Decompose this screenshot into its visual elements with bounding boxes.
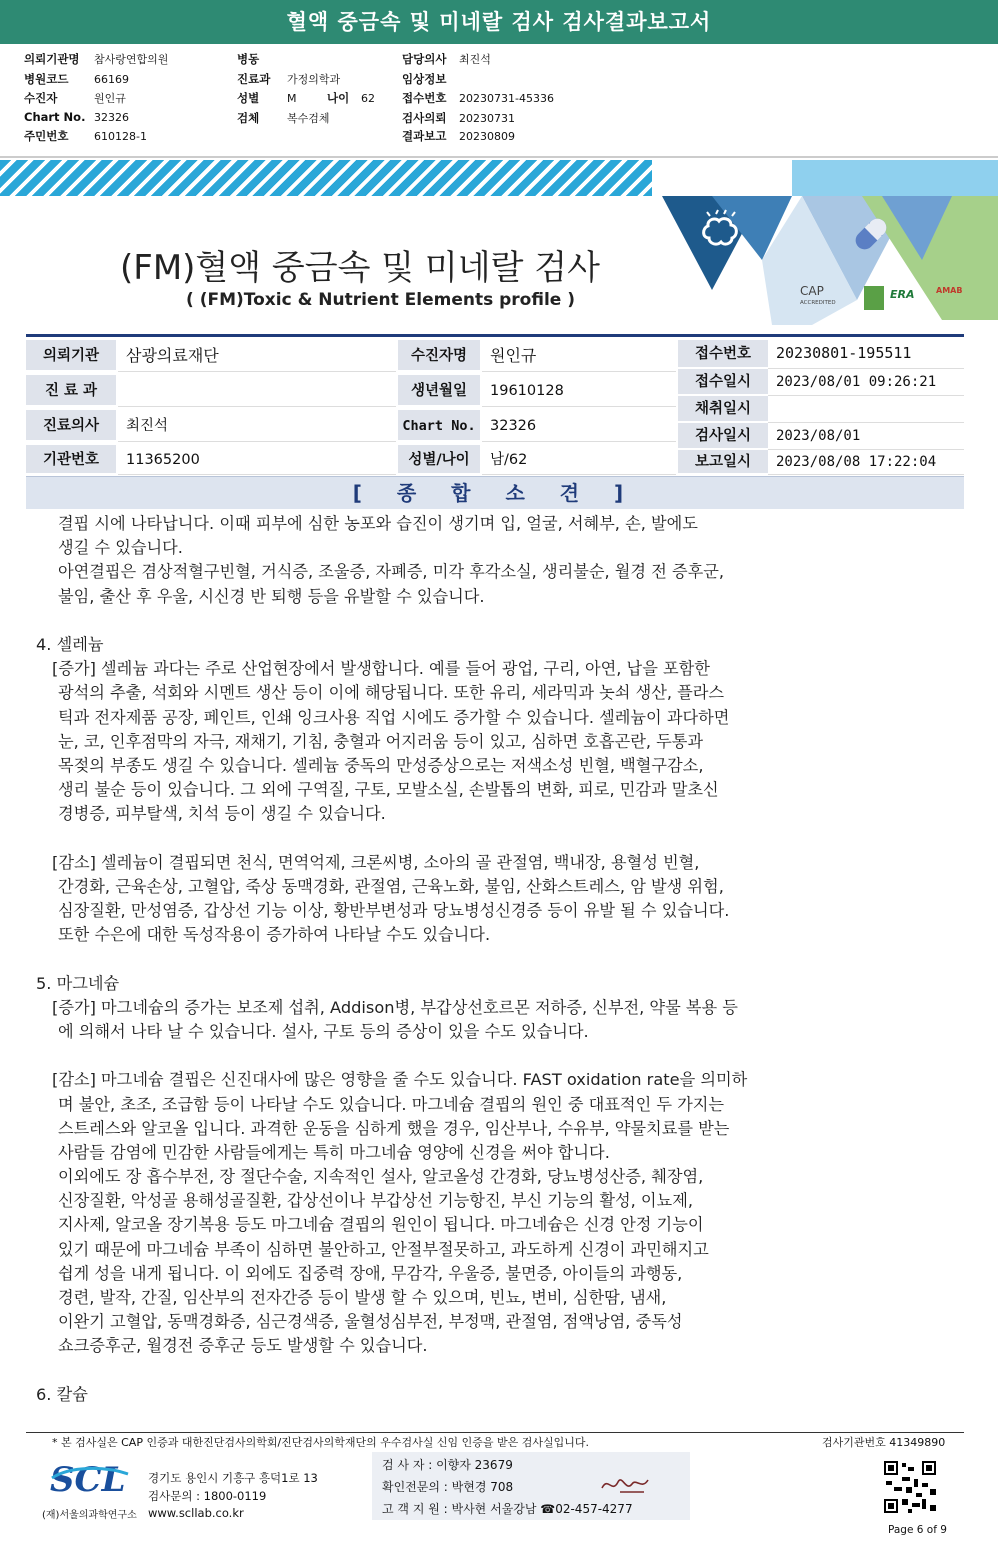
- reg-date-value: 2023/08/01 09:26:21: [768, 369, 964, 396]
- collect-date-value: [768, 396, 964, 423]
- dob-value: 19610128: [482, 375, 676, 407]
- sex-age-value: 남/62: [482, 445, 676, 475]
- text-line: 아연결핍은 겸상적혈구빈혈, 거식증, 조울증, 자폐증, 미각 후각소실, 생리불순, 월경 전 증후군,: [58, 562, 725, 582]
- patient-info-table: [26, 334, 964, 475]
- brain-icon: [696, 208, 746, 258]
- ti-ward: 병동: [237, 52, 260, 66]
- collect-date-label: 채취일시: [678, 396, 768, 423]
- ti-request-date: 검사의뢰 20230731: [402, 111, 515, 125]
- customer-support-line: 고 객 지 원 : 박사현 서울강남 ☎02-457-4277: [382, 1502, 633, 1516]
- dob-label: 생년월일: [398, 375, 480, 407]
- page-subtitle: ( (FM)Toxic & Nutrient Elements profile ): [186, 290, 576, 310]
- report-date-label: 보고일시: [678, 450, 768, 475]
- doctor-label: 진료의사: [26, 410, 116, 442]
- text-line: 틱과 전자제품 공장, 페인트, 인쇄 잉크사용 직업 시에도 증가할 수 있습니다. 셀레늄이 과다하면: [58, 707, 730, 727]
- staff-box: [372, 1452, 690, 1520]
- text-line: 며 불안, 초조, 조급함 등이 나타날 수도 있습니다. 마그네슘 결핍의 원인 중 대표적인 두 가지는: [58, 1094, 725, 1114]
- dept-value: [118, 375, 396, 407]
- text-line: 경련, 발작, 간질, 임산부의 전자간증 등이 발생 할 수 있으며, 빈뇨, 변비, 심한땀, 냄새,: [58, 1288, 667, 1307]
- text-line: 또한 수은에 대한 독성작용이 증가하여 나타날 수도 있습니다.: [58, 925, 491, 945]
- reg-date-label: 접수일시: [678, 369, 768, 396]
- patient-name-value: 원인규: [482, 340, 676, 372]
- footer-note: * 본 검사실은 CAP 인증과 대한진단검사의학회/진단검사의학재단의 우수검사실 신임 인증을 받은 검사실입니다.: [52, 1436, 590, 1449]
- text-line: 결핍 시에 나타납니다. 이때 피부에 심한 농포와 습진이 생기며 입, 얼굴, 서혜부, 손, 발에도: [58, 514, 698, 533]
- ti-dept: 진료과 가정의학과: [237, 72, 341, 86]
- report-date-value: 2023/08/08 17:22:04: [768, 450, 964, 475]
- text-line: 생길 수 있습니다.: [58, 538, 183, 558]
- accreditation-logos: [796, 282, 966, 314]
- text-line: 스트레스와 알코올 입니다. 과격한 운동을 심하게 했을 경우, 임산부나, 수유부, 약물치료를 받는: [58, 1118, 730, 1138]
- footer-divider: [26, 1432, 964, 1433]
- report-banner-title: 혈액 중금속 및 미네랄 검사 검사결과보고서: [0, 0, 998, 44]
- text-line: 사람들 감염에 민감한 사람들에게는 특히 마그네슘 영양에 신경을 써야 합니다.: [58, 1142, 610, 1162]
- org-name: (재)서울의과학연구소: [42, 1510, 137, 1521]
- ti-institution: 의뢰기관명 참사랑연합의원: [24, 52, 169, 66]
- page-title: (FM)혈액 중금속 및 미네랄 검사: [120, 248, 600, 288]
- lab-code: 검사기관번호 41349890: [822, 1436, 946, 1449]
- reg-no-value: 20230801-195511: [768, 340, 964, 369]
- ti-sex: 성별 M: [237, 91, 297, 105]
- ti-chart-no: Chart No. 32326: [24, 110, 129, 124]
- confirm-doctor-line: 확인전문의 : 박현경 708: [382, 1480, 514, 1494]
- text-line: 신장질환, 악성골 용해성골질환, 갑상선이나 부갑상선 기능항진, 부신 기능의 활성, 이뇨제,: [58, 1191, 693, 1211]
- ti-specimen: 검체 복수검체: [237, 111, 330, 125]
- patient-name-label: 수진자명: [398, 340, 480, 372]
- institution-label: 의뢰기관: [26, 340, 116, 372]
- text-line: [감소] 셀레늄이 결핍되면 천식, 면역억제, 크론씨병, 소아의 골 관절염, 백내장, 용혈성 빈혈,: [52, 852, 700, 872]
- summary-header: [ 종 합 소 견 ]: [26, 476, 964, 509]
- section-heading-selenium: 4. 셀레늄: [36, 634, 104, 654]
- text-line: 쉽게 성을 내게 됩니다. 이 외에도 집중력 장애, 무감각, 우울증, 불면증, 아이들의 과행동,: [58, 1263, 683, 1283]
- qr-code-icon: [882, 1459, 938, 1515]
- text-line: 이완기 고혈압, 동맥경화증, 심근경색증, 울혈성심부전, 부정맥, 관절염, 점액낭염, 중독성: [58, 1312, 683, 1332]
- reg-no-label: 접수번호: [678, 340, 768, 369]
- dept-label: 진 료 과: [26, 375, 116, 407]
- signature-image: [598, 1472, 658, 1498]
- text-line: 있기 때문에 마그네슘 부족이 심하면 불안하고, 안절부절못하고, 과도하게 신경이 과민해지고: [58, 1239, 709, 1259]
- scl-logo: SCL: [50, 1460, 126, 1500]
- section-heading-magnesium: 5. 마그네슘: [36, 973, 120, 993]
- text-line: [증가] 마그네슘의 증가는 보조제 섭취, Addison병, 부갑상선호르몬 저하증, 신부전, 약물 복용 등: [52, 997, 738, 1017]
- text-line: 이외에도 장 흡수부전, 장 절단수술, 지속적인 설사, 알코올성 간경화, 당뇨병성산증, 췌장염,: [58, 1167, 704, 1187]
- text-line: 심장질환, 만성염증, 갑상선 기능 이상, 황반부변성과 당뇨병성신경증 등이 유발 될 수 있습니다.: [58, 901, 730, 920]
- lm-logo: [864, 286, 884, 310]
- org-address: 경기도 용인시 기흥구 흥덕1로 13: [148, 1471, 318, 1485]
- text-line: 간경화, 근육손상, 고혈압, 죽상 동맥경화, 관절염, 근육노화, 불임, 산화스트레스, 암 발생 위험,: [58, 876, 724, 896]
- section-heading-calcium: 6. 칼슘: [36, 1384, 88, 1404]
- ti-resident-no: 주민번호 610128-1: [24, 129, 147, 143]
- text-line: [증가] 셀레늄 과다는 주로 산업현장에서 발생합니다. 예를 들어 광업, 구리, 아연, 납을 포함한: [52, 659, 710, 679]
- top-info-panel: [0, 44, 998, 158]
- text-line: 생리 불순 등이 있습니다. 그 외에 구역질, 구토, 모발소실, 손발톱의 변화, 피로, 민감과 말초신: [58, 780, 719, 800]
- chart-no-label: Chart No.: [398, 410, 480, 442]
- text-line: 에 의해서 나타 날 수 있습니다. 설사, 구토 등의 증상이 있을 수도 있습니다.: [58, 1021, 589, 1041]
- text-line: 경병증, 피부탈색, 치석 등이 생길 수 있습니다.: [58, 804, 386, 824]
- amab-logo: AMAB: [936, 286, 963, 295]
- ti-age: 나이 62: [327, 91, 375, 105]
- inst-no-label: 기관번호: [26, 445, 116, 475]
- capsule-icon: [847, 210, 895, 258]
- inst-no-value: 11365200: [118, 445, 396, 475]
- cap-accredited-text: ACCREDITED: [800, 300, 836, 306]
- sex-age-label: 성별/나이: [398, 445, 480, 475]
- org-website[interactable]: www.scllab.co.kr: [148, 1506, 244, 1520]
- scl-swoosh-icon: [50, 1464, 130, 1494]
- institution-value: 삼광의료재단: [118, 340, 396, 372]
- summary-body: [36, 512, 936, 1407]
- ti-report-date: 결과보고 20230809: [402, 129, 515, 143]
- test-date-label: 검사일시: [678, 423, 768, 450]
- tester-line: 검 사 자 : 이향자 23679: [382, 1458, 513, 1472]
- text-line: 쇼크증후군, 월경전 증후군 등도 발생할 수 있습니다.: [58, 1336, 428, 1356]
- doctor-value: 최진석: [118, 410, 396, 442]
- page-number: Page 6 of 9: [888, 1524, 947, 1536]
- text-line: 지사제, 알코올 장기복용 등도 마그네슘 결핍의 원인이 됩니다. 마그네슘은 신경 안정 기능이: [58, 1215, 704, 1235]
- chart-no-value: 32326: [482, 410, 676, 442]
- text-line: 눈, 코, 인후점막의 자극, 재채기, 기침, 충혈과 어지러움 등이 있고, 심하면 호흡곤란, 두통과: [58, 731, 704, 751]
- cap-logo: CAP: [800, 284, 824, 298]
- era-logo: ERA: [890, 288, 915, 301]
- ti-patient: 수진자 원인규: [24, 91, 126, 105]
- ti-doctor: 담당의사 최진석: [402, 52, 491, 66]
- ti-clinical-info: 임상정보: [402, 72, 447, 86]
- ti-reception-no: 접수번호 20230731-45336: [402, 91, 554, 105]
- ti-hospital-code: 병원코드 66169: [24, 72, 129, 86]
- text-line: 불임, 출산 후 우울, 시신경 반 퇴행 등을 유발할 수 있습니다.: [58, 586, 485, 606]
- text-line: 광석의 추출, 석회와 시멘트 생산 등이 이에 해당됩니다. 또한 유리, 세라믹과 놋쇠 생산, 플라스: [58, 683, 725, 703]
- text-line: 목젖의 부종도 생길 수 있습니다. 셀레늄 중독의 만성증상으로는 저색소성 빈혈, 백혈구감소,: [58, 755, 704, 775]
- org-inquiry: 검사문의 : 1800-0119: [148, 1489, 267, 1503]
- test-date-value: 2023/08/01: [768, 423, 964, 450]
- text-line: [감소] 마그네슘 결핍은 신진대사에 많은 영향을 줄 수도 있습니다. FAST oxidation rate을 의미하: [52, 1070, 748, 1090]
